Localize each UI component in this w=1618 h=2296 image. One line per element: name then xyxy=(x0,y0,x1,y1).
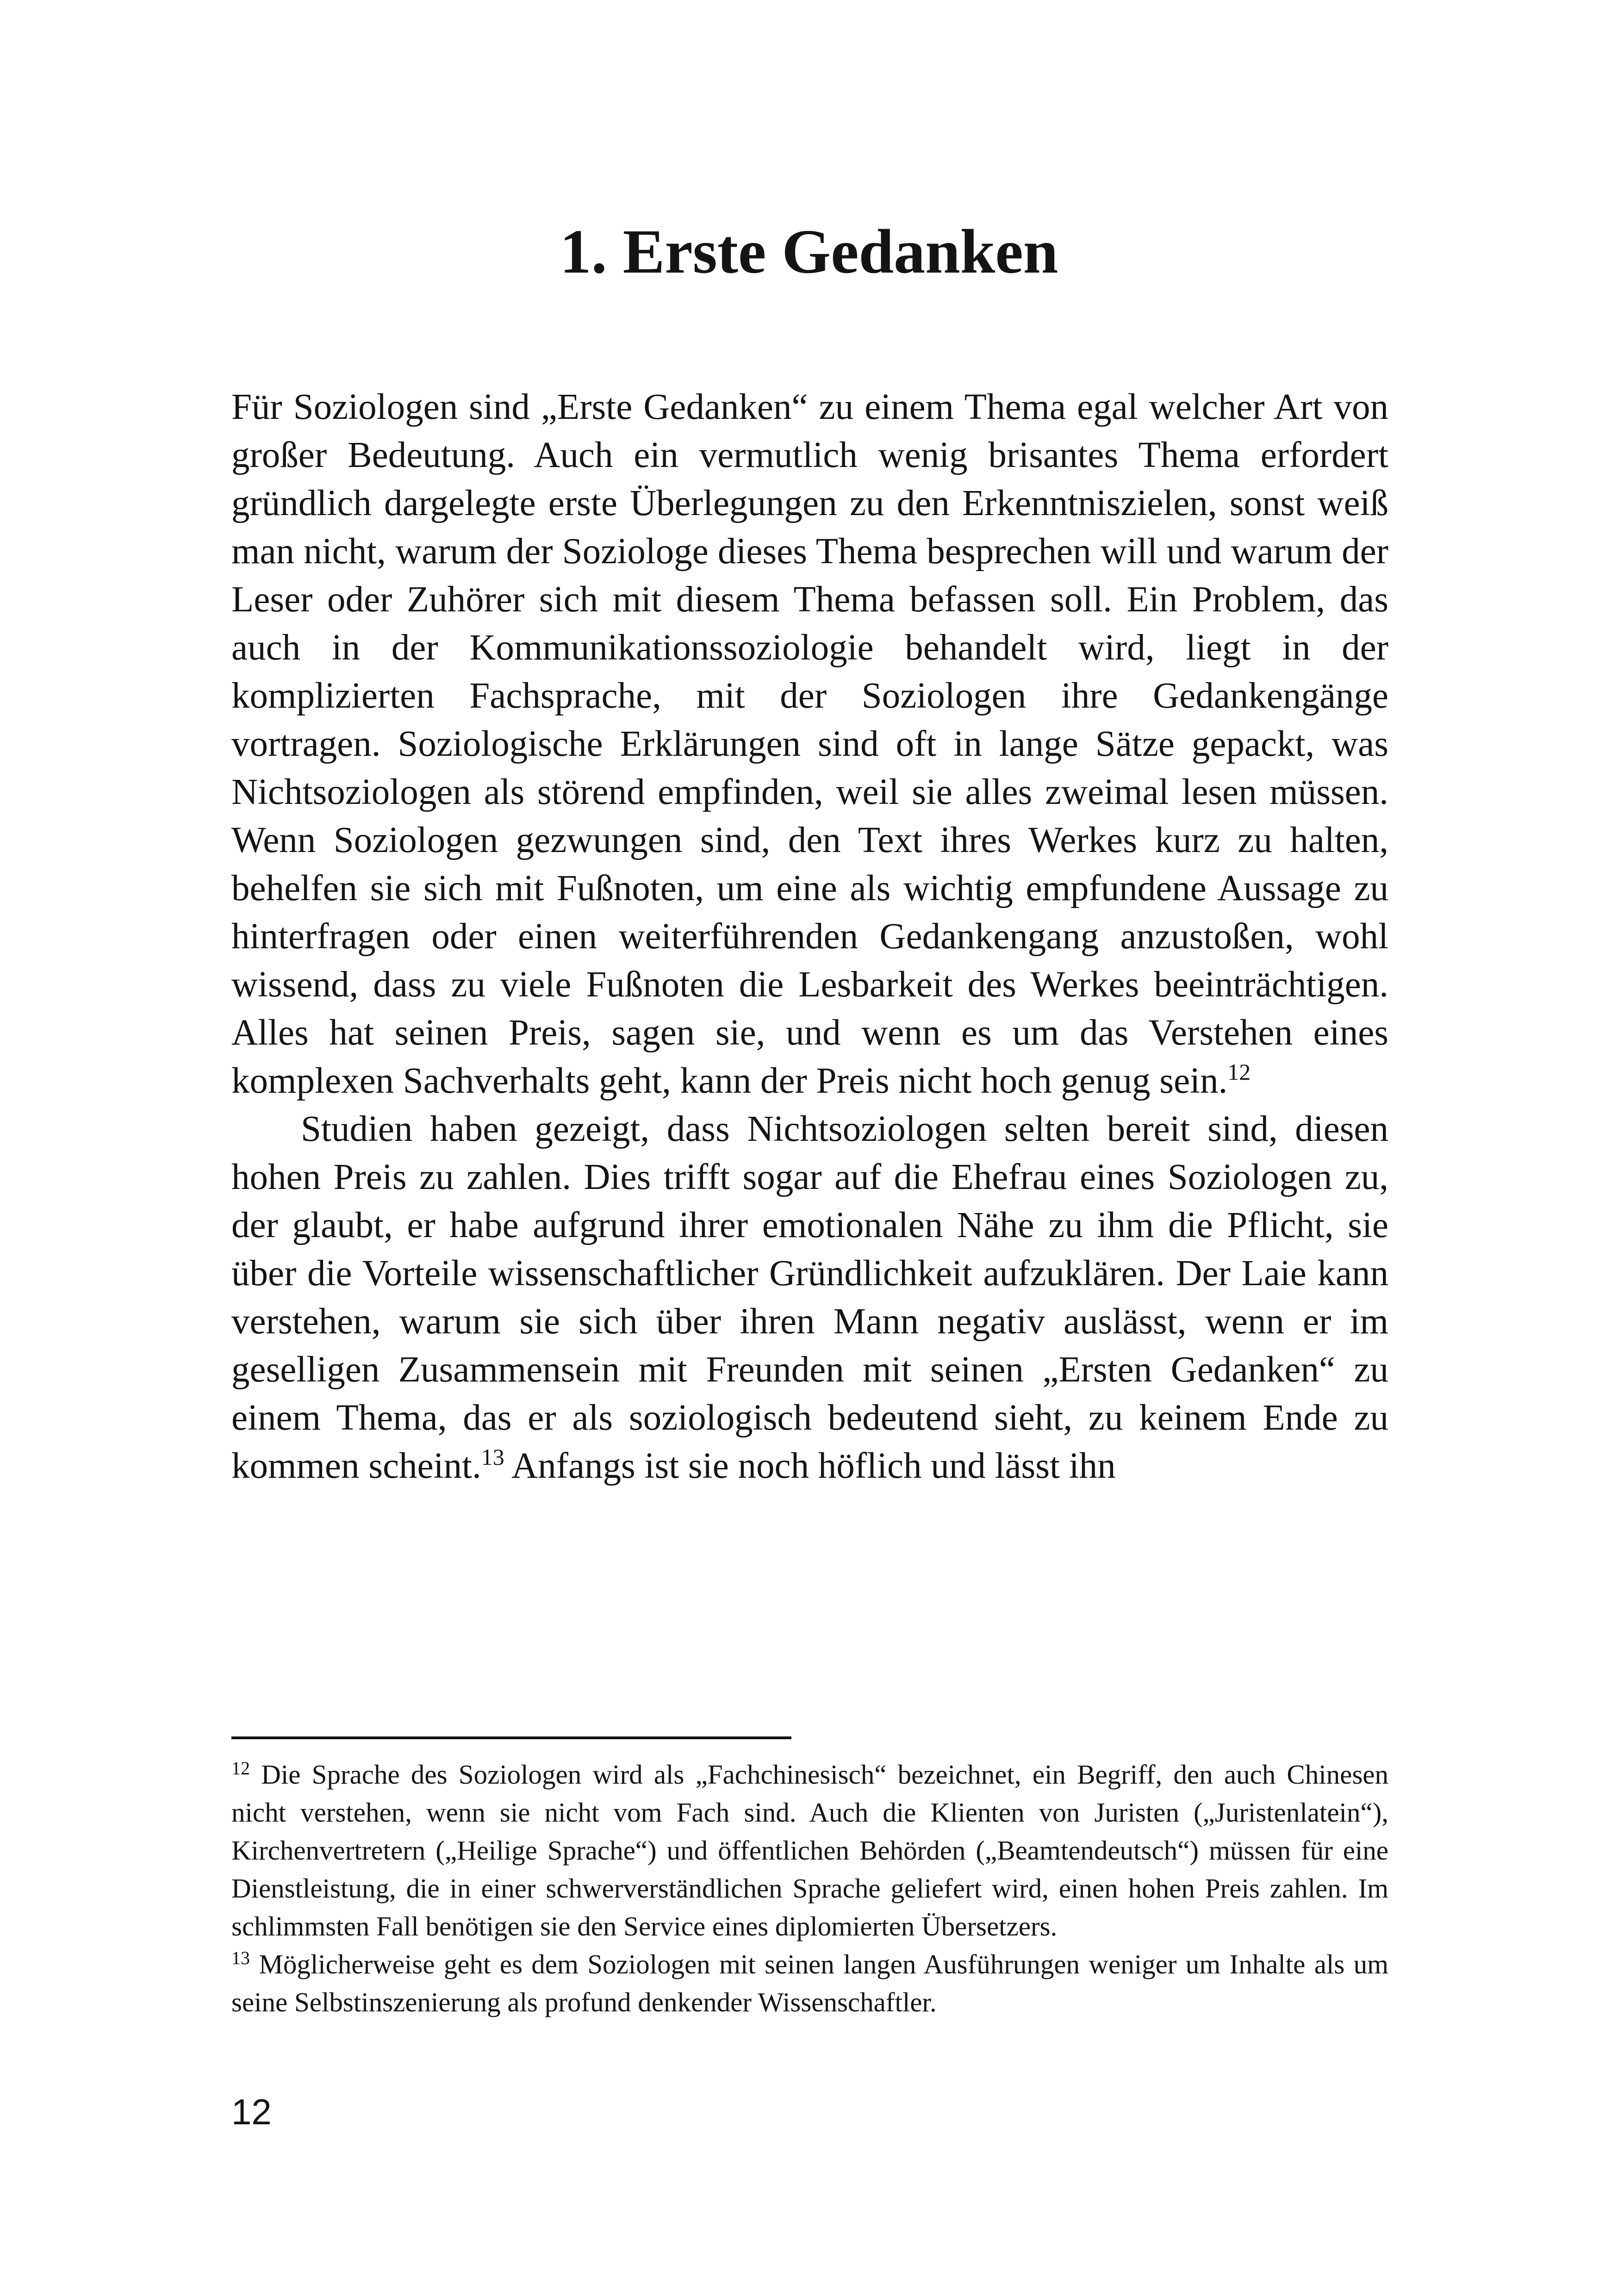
paragraph-text: Für Soziologen sind „Erste Gedanken“ zu einem Thema egal welcher Art von großer Bedeutung. Auch ein vermutlich wenig brisantes Thema erfordert gründlich dargelegte erste Überlegungen zu den Erkenntniszielen, sonst weiß man nicht, warum der Soziologe dieses Thema besprechen will und warum der Leser oder Zuhörer sich mit diesem Thema befassen soll. Ein Problem, das auch in der Kommunikationssoziologie behandelt wird, liegt in der komplizierten Fachsprache, mit der Soziologen ihre Gedankengänge vortragen. Soziologische Erklärungen sind oft in lange Sätze gepackt, was Nichtsoziologen als störend empfinden, weil sie alles zweimal lesen müssen. Wenn Soziologen gezwungen sind, den Text ihres Werkes kurz zu halten, behelfen sie sich mit Fußnoten, um eine als wichtig empfundene Aussage zu hinterfragen oder einen weiterführenden Gedankengang anzustoßen, wohl wissend, dass zu viele Fußnoten die Lesbarkeit des Werkes beeinträchtigen. Alles hat seinen Preis, sagen sie, und wenn es um das Verstehen eines komplexen Sachverhalts geht, kann der Preis nicht hoch genug sein. xyxy=(231,387,1388,1101)
paragraph-text: Studien haben gezeigt, dass Nichtsoziologen selten bereit sind, diesen hohen Preis zu zahlen. Dies trifft sogar auf die Ehefrau eines Soziologen zu, der glaubt, er habe aufgrund ihrer emotionalen Nähe zu ihm die Pflicht, sie über die Vorteile wissenschaftlicher Gründlichkeit aufzuklären. Der Laie kann verstehen, warum sie sich über ihren Mann negativ auslässt, wenn er im geselligen Zusammensein mit Freunden mit seinen „Ersten Gedanken“ zu einem Thema, das er als soziologisch bedeutend sieht, zu keinem Ende zu kommen scheint. xyxy=(231,1109,1388,1486)
footnote-separator xyxy=(231,1736,791,1739)
footnotes xyxy=(231,1755,1388,2021)
footnote xyxy=(231,1755,1388,1945)
footnote-text: Die Sprache des Soziologen wird als „Fachchinesisch“ bezeichnet, ein Begriff, den auch Chinesen nicht verstehen, wenn sie nicht vom Fach sind. Auch die Klienten von Juristen („Juristenlatein“), Kirchenvertretern („Heilige Sprache“) und öffentlichen Behörden („Beamtendeutsch“) müssen für eine Dienstleistung, die in einer schwerverständlichen Sprache geliefert wird, einen hohen Preis zahlen. Im schlimmsten Fall benötigen sie den Service eines diplomierten Übersetzers. xyxy=(231,1759,1388,1941)
footnote-number: 12 xyxy=(231,1758,250,1779)
body-text xyxy=(231,383,1388,1490)
footnote xyxy=(231,1945,1388,2021)
footnote-reference: 13 xyxy=(481,1444,504,1470)
paragraph-text-continued: Anfangs ist sie noch höflich und lässt ihn xyxy=(504,1446,1116,1486)
body-paragraph xyxy=(231,383,1388,1105)
footnote-number: 13 xyxy=(231,1948,250,1968)
footnote-reference: 12 xyxy=(1227,1059,1251,1085)
page-number: 12 xyxy=(231,2091,272,2132)
footnote-text: Möglicherweise geht es dem Soziologen mit seinen langen Ausführungen weniger um Inhalte als um seine Selbstinszenierung als profund denkender Wissenschaftler. xyxy=(231,1949,1388,2017)
chapter-title: 1. Erste Gedanken xyxy=(560,217,1058,286)
body-paragraph xyxy=(231,1105,1388,1490)
